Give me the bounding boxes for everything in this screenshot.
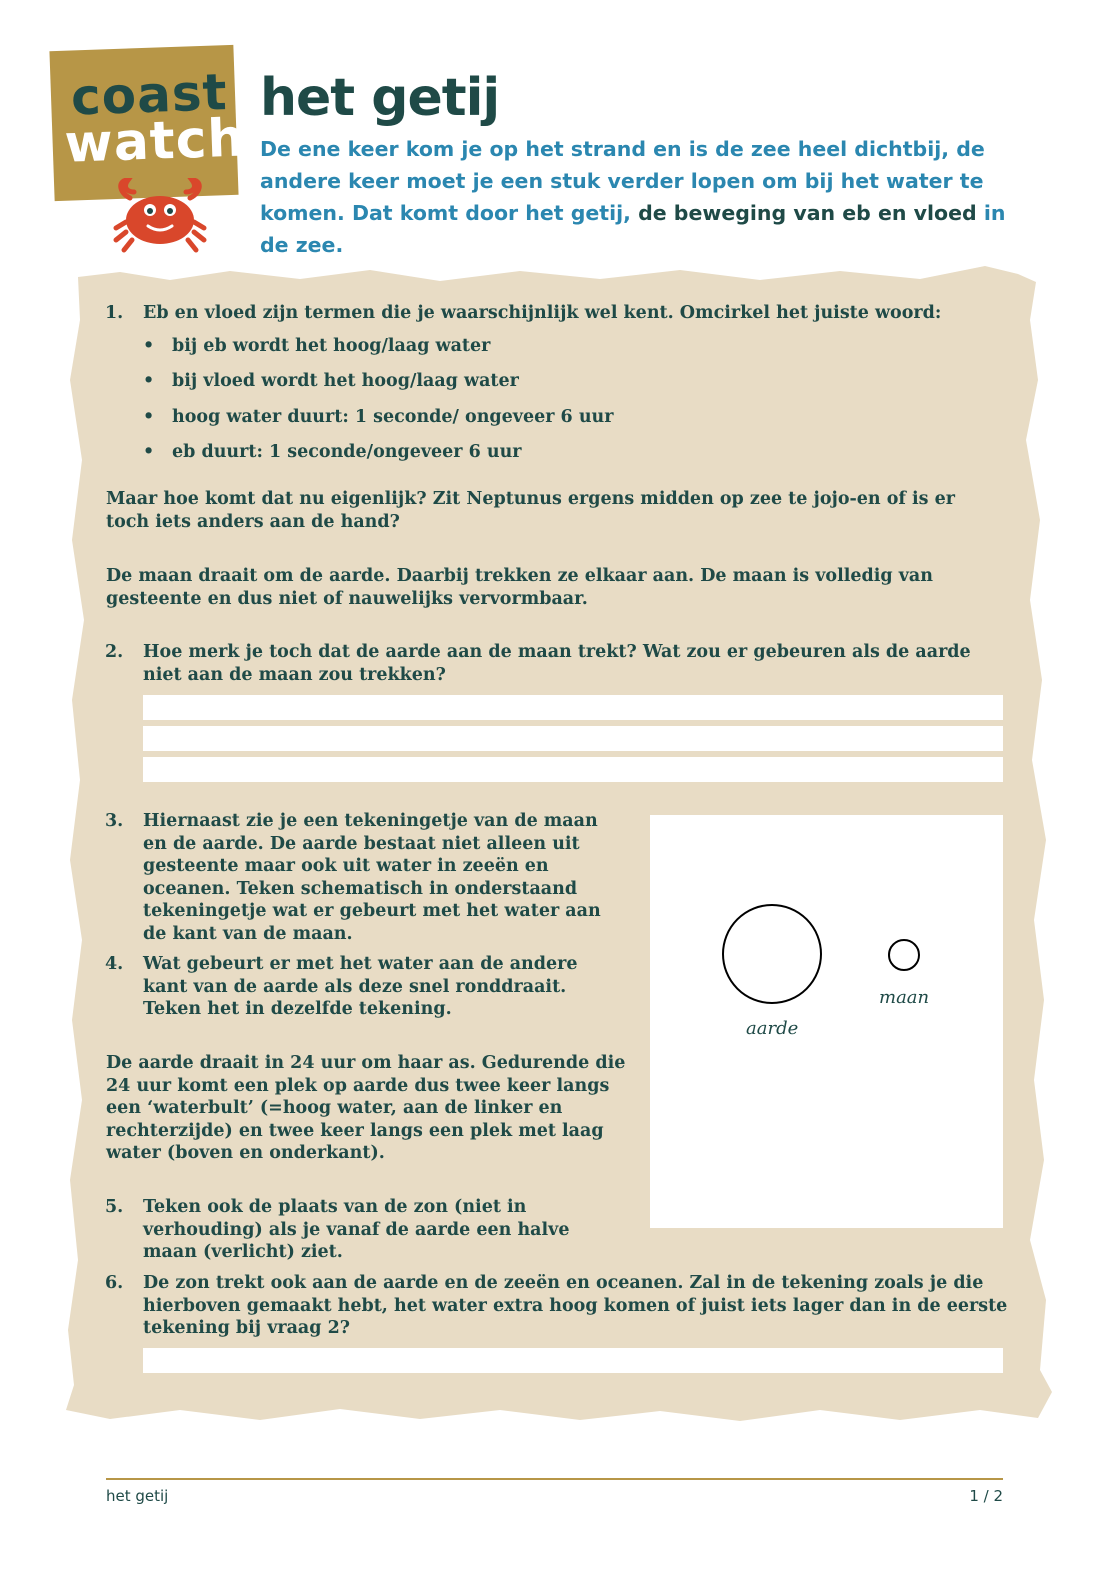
logo-text-coast: coast (70, 63, 229, 127)
bullet-item: • bij vloed wordt het hoog/laag water (172, 371, 519, 391)
drawing-area[interactable] (650, 815, 1003, 1228)
question-1 (105, 302, 1003, 325)
question-number: 4. (105, 954, 124, 974)
moon-label: maan (879, 987, 930, 1008)
logo-text-watch: watch (63, 108, 247, 175)
question-text: Eb en vloed zijn termen die je waarschijnlijk wel kent. Omcirkel het juiste woord: (143, 303, 942, 323)
question-4 (105, 953, 623, 1021)
footer-divider (106, 1478, 1003, 1480)
question-text: Hoe merk je toch dat de aarde aan de maan trekt? Wat zou er gebeuren als de aarde niet aan de maan zou trekken? (143, 642, 971, 685)
intro-part-c: in de zee. (260, 201, 1006, 257)
paragraph-waterbult: De aarde draait in 24 uur om haar as. Gedurende die 24 uur komt een plek op aarde dus twee keer langs een ‘waterbult’ (=hoog water, aan de linker en rechterzijde) en twee keer langs een plek met laag water (boven en onderkant). (106, 1053, 626, 1163)
question-2 (105, 641, 998, 686)
page-number: 1 / 2 (969, 1487, 1003, 1505)
answer-line[interactable] (143, 695, 1003, 720)
paragraph-neptunus: Maar hoe komt dat nu eigenlijk? Zit Neptunus ergens midden op zee te jojo-en of is er toch iets anders aan de hand? (106, 489, 955, 532)
answer-line[interactable] (143, 726, 1003, 751)
answer-line[interactable] (143, 757, 1003, 782)
earth-label: aarde (746, 1018, 799, 1039)
question-text: De zon trekt ook aan de aarde en de zeeën en oceanen. Zal in de tekening zoals je die hierboven gemaakt hebt, het water extra hoog komen of juist iets lager dan in de eerste tekening bij vraag 2? (143, 1273, 1008, 1338)
question-number: 3. (105, 811, 124, 831)
question-number: 2. (105, 642, 124, 662)
page-title: het getij (260, 68, 500, 128)
intro-part-b: de beweging van eb en vloed (638, 201, 977, 225)
bullet-item: • bij eb wordt het hoog/laag water (172, 336, 490, 356)
moon-circle (889, 940, 919, 970)
earth-moon-drawing (650, 815, 1003, 1228)
earth-circle (723, 905, 821, 1003)
question-text: Teken ook de plaats van de zon (niet in verhouding) als je vanaf de aarde een halve maan (verlicht) ziet. (143, 1197, 570, 1262)
question-5 (105, 1196, 623, 1264)
paragraph-maan: De maan draait om de aarde. Daarbij trekken ze elkaar aan. De maan is volledig van gesteente en dus niet of nauwelijks vervormbaar. (106, 566, 933, 609)
footer-title: het getij (106, 1487, 169, 1505)
question-number: 5. (105, 1197, 124, 1217)
bullet-item: • eb duurt: 1 seconde/ongeveer 6 uur (172, 442, 522, 462)
question-number: 6. (105, 1273, 124, 1293)
question-text: Hiernaast zie je een tekeningetje van de maan en de aarde. De aarde bestaat niet alleen uit gesteente maar ook uit water in zeeën en oceanen. Teken schematisch in onderstaand tekeningetje wat er gebeurt met het water aan de kant van de maan. (143, 811, 601, 944)
bullet-item: • hoog water duurt: 1 seconde/ ongeveer 6 uur (172, 407, 613, 427)
question-number: 1. (105, 303, 124, 323)
question-text: Wat gebeurt er met het water aan de andere kant van de aarde als deze snel ronddraait. Teken het in dezelfde tekening. (143, 954, 578, 1019)
intro-part-a: De ene keer kom je op het strand en is de zee heel dichtbij, de andere keer moet je een stuk verder lopen om bij het water te komen. Dat komt door het getij, (260, 137, 985, 225)
question-6 (105, 1272, 1013, 1340)
answer-line[interactable] (143, 1348, 1003, 1373)
question-3 (105, 810, 623, 945)
